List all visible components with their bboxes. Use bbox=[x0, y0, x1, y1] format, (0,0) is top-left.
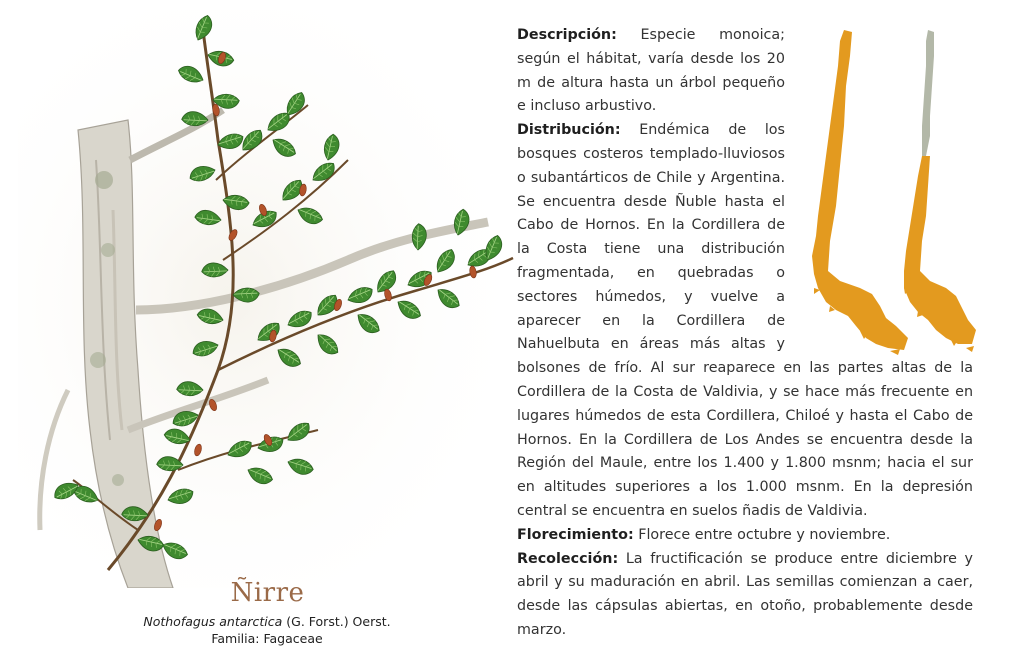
distribucion-label: Distribución: bbox=[517, 122, 621, 139]
map-space bbox=[785, 24, 973, 356]
recoleccion-text: La fructificación se produce entre diciembre y abril y su maduración en abril. Las semillas comienzan a caer, desde las cápsulas abiertas, en otoño, probablemente desde marzo. bbox=[517, 550, 973, 638]
descripcion-label: Descripción: bbox=[517, 27, 617, 43]
family-line: Familia: Fagaceae bbox=[211, 631, 323, 646]
scientific-authority: (G. Forst.) Oerst. bbox=[286, 614, 391, 629]
descripcion-text: Especie monoica; según el hábitat, varía desde los 20 m de altura hasta un árbol pequeño e incluso arbustivo. bbox=[517, 27, 785, 115]
plant-illustration bbox=[18, 10, 523, 588]
recoleccion-label: Recolección: bbox=[517, 550, 619, 567]
common-name: Ñirre bbox=[230, 578, 305, 608]
recoleccion-paragraph bbox=[517, 548, 973, 643]
florecimiento-label: Florecimiento: bbox=[517, 526, 634, 543]
florecimiento-paragraph bbox=[517, 524, 973, 548]
scientific-name: Nothofagus antarctica bbox=[143, 614, 283, 629]
scientific-name-line bbox=[60, 614, 474, 629]
species-description bbox=[517, 24, 973, 643]
florecimiento-text: Florece entre octubre y noviembre. bbox=[633, 526, 891, 543]
distribucion-text: Endémica de los bosques costeros templado-lluviosos o subantárticos de Chile y Argentina. Se encuentra desde Ñuble hasta el Cabo de Hornos. En la Cordillera de la Costa tiene una distribución fragmentada, en quebradas o sectores húmedos, y vuelve a aparecer en la Cordillera de Nahuelbuta en áreas más altas y bolsones de frío. Al sur reaparece en las partes altas de la Cordillera de la Costa de Valdivia, y se hace más frecuente en lugares húmedos de esta Cordillera, Chiloé y hasta el Cabo de Hornos. En la Cordillera de Los Andes se encuentra desde la Región del Maule, entre los 1.400 y 1.800 msnm; hacia el sur en altitudes superiores a los 1.000 msnm. En la depresión central se encuentra en suelos ñadis de Valdivia. bbox=[517, 122, 973, 519]
